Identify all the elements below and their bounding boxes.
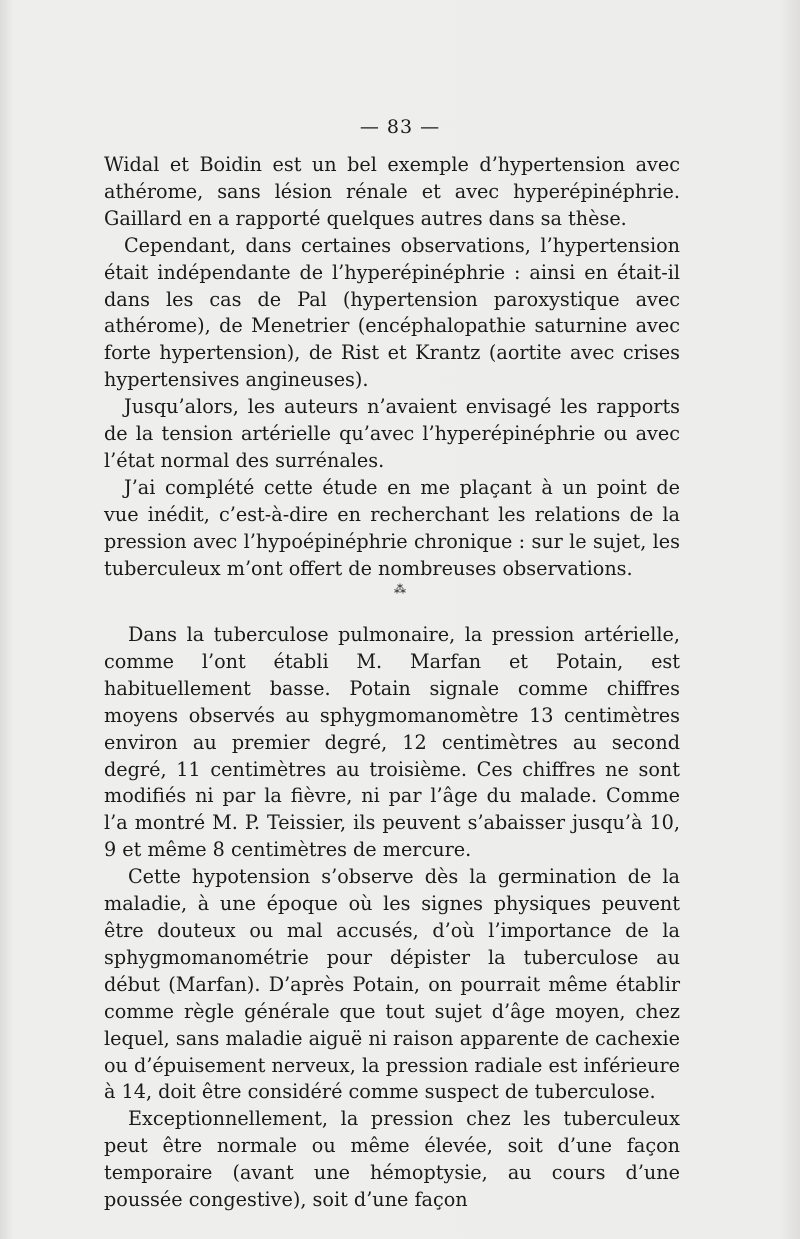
paragraph: J’ai complété cette étude en me plaçant à un point de vue inédit, c’est-à-dire en recherchant les relations de la pression avec l’hypoépinéphrie chronique : sur le sujet, les tuberculeux m’ont offert de nombreuses observations. <box>104 475 680 580</box>
text-block-bottom <box>104 622 680 1214</box>
paragraph: Widal et Boidin est un bel exemple d’hypertension avec athérome, sans lésion rénale et avec hyperépinéphrie. Gaillard en a rapporté quelques autres dans sa thèse. <box>104 153 680 230</box>
page-number: — 83 — <box>359 116 441 138</box>
paragraph: Cette hypotension s’observe dès la germination de la maladie, à une époque où les signes physiques peuvent être douteux ou mal accusés, d’où l’importance de la sphygmomanométrie pour dépister la tuberculose au début (Marfan). D’après Potain, on pourrait même établir comme règle générale que tout sujet d’âge moyen, chez lequel, sans maladie aiguë ni raison apparente de cachexie ou d’épuisement nerveux, la pression radiale est inférieure à 14, doit être considéré comme suspect de tuberculose. <box>104 865 680 1104</box>
paragraph: Exceptionnellement, la pression chez les tuberculeux peut être normale ou même élevée, soit d’une façon temporaire (avant une hémoptysie, au cours d’une poussée congestive), soit d’une façon <box>104 1107 680 1212</box>
text-block-top <box>104 152 680 583</box>
paragraph: Dans la tuberculose pulmonaire, la pression artérielle, comme l’ont établi M. Marfan et Potain, est habituellement basse. Potain signale comme chiffres moyens observés au sphygmomanomètre 13 centimètres environ au premier degré, 12 centimètres au second degré, 11 centimètres au troisième. Ces chiffres ne sont modifiés ni par la fièvre, ni par l’âge du malade. Comme l’a montré M. P. Teissier, ils peuvent s’abaisser jusqu’à 10, 9 et même 8 centimètres de mercure. <box>104 623 680 862</box>
paragraph: Jusqu’alors, les auteurs n’avaient envisagé les rapports de la tension artérielle qu’avec l’hyperépinéphrie ou avec l’état normal des surrénales. <box>104 395 680 472</box>
paragraph: Cependant, dans certaines observations, l’hypertension était indépendante de l’hyperépinéphrie : ainsi en était-il dans les cas de Pal (hypertension paroxystique avec athérome), de Menetrier (encéphalopathie saturnine avec forte hypertension), de Rist et Krantz (aortite avec crises hypertensives angineuses). <box>104 233 680 392</box>
section-separator: ⁂ <box>394 582 406 596</box>
